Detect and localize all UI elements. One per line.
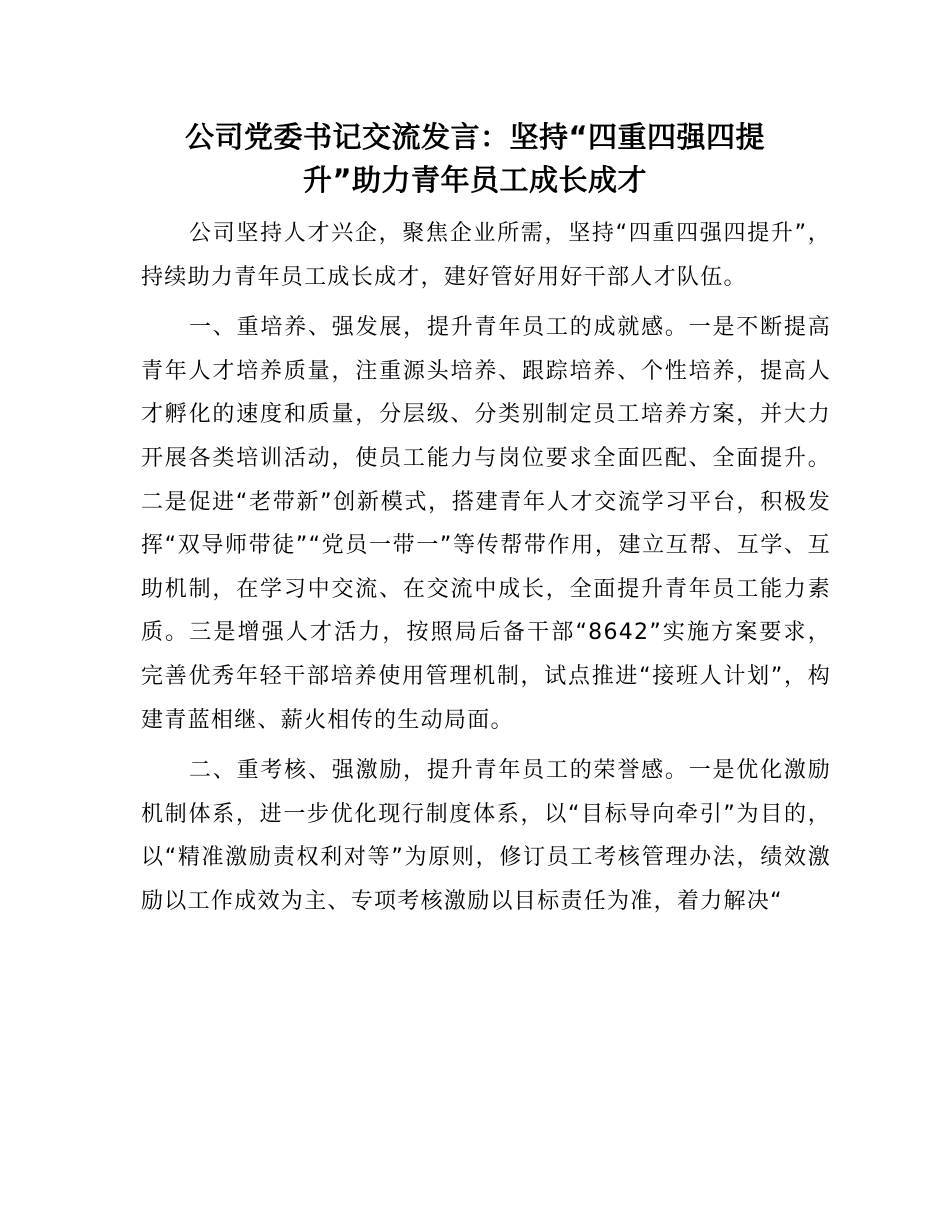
paragraph-intro: 公司坚持人才兴企，聚焦企业所需，坚持“四重四强四提升”，持续助力青年员工成长成才，建好管好用好干部人才队伍。 xyxy=(141,221,831,290)
document-body xyxy=(141,212,831,931)
title-line-2: 升”助力青年员工成长成才 xyxy=(302,163,648,197)
paragraph-section-2: 二、重考核、强激励，提升青年员工的荣誉感。一是优化激励机制体系，进一步优化现行制度体系，以“目标导向牵引”为目的，以“精准激励责权利对等”为原则，修订员工考核管理办法，绩效激励以工作成效为主、专项考核激励以目标责任为准，着力解决“ xyxy=(141,758,831,914)
title-line-1: 公司党委书记交流发言：坚持“四重四强四提 xyxy=(184,120,766,154)
paragraph-section-1: 一、重培养、强发展，提升青年员工的成就感。一是不断提高青年人才培养质量，注重源头培养、跟踪培养、个性培养，提高人才孵化的速度和质量，分层级、分类别制定员工培养方案，并大力开展各类培训活动，使员工能力与岗位要求全面匹配、全面提升。二是促进“老带新”创新模式，搭建青年人才交流学习平台，积极发挥“双导师带徒”“党员一带一”等传帮带作用，建立互帮、互学、互助机制，在学习中交流、在交流中成长，全面提升青年员工能力素质。三是增强人才活力，按照局后备干部“8642”实施方案要求，完善优秀年轻干部培养使用管理机制，试点推进“接班人计划”，构建青蓝相继、薪火相传的生动局面。 xyxy=(141,315,831,733)
document-title xyxy=(120,116,830,202)
